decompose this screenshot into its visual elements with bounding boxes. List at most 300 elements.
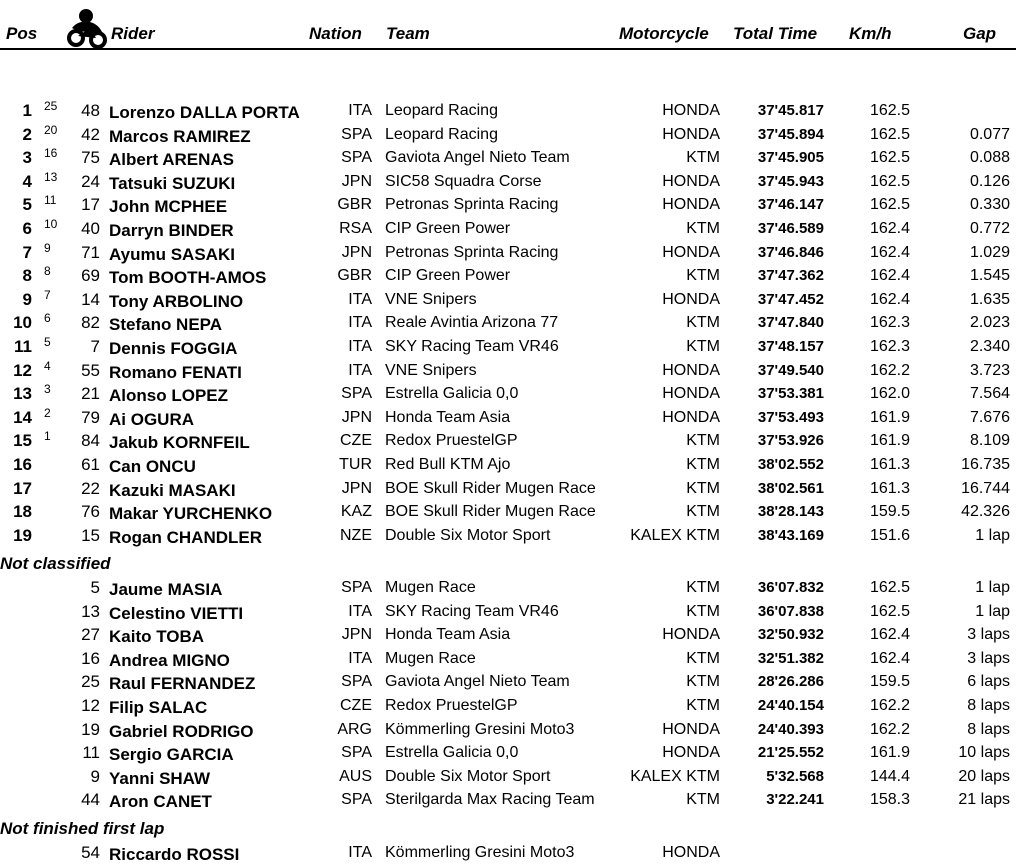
rider-number: 12 bbox=[81, 696, 100, 715]
time-gap: 1 lap bbox=[975, 579, 1010, 596]
total-time: 38'28.143 bbox=[757, 503, 824, 521]
rider-nation: SPA bbox=[341, 744, 372, 762]
rider-team: Reale Avintia Arizona 77 bbox=[385, 314, 559, 332]
time-gap: 0.088 bbox=[969, 149, 1010, 167]
rider-team: Petronas Sprinta Racing bbox=[385, 196, 559, 214]
table-row bbox=[0, 670, 1019, 693]
total-time: 24'40.154 bbox=[757, 697, 824, 714]
rider-team: Kömmerling Gresini Moto3 bbox=[385, 720, 575, 738]
rider-nation: SPA bbox=[341, 385, 372, 403]
result-position: 9 bbox=[22, 289, 32, 309]
total-time: 37'46.589 bbox=[757, 220, 824, 237]
rider-number: 71 bbox=[81, 242, 100, 262]
rider-name: Dennis FOGGIA bbox=[109, 339, 238, 358]
rider-name: Stefano NEPA bbox=[109, 315, 223, 335]
rider-name: Jakub KORNFEIL bbox=[109, 433, 250, 453]
time-gap: 0.126 bbox=[969, 172, 1010, 190]
table-row bbox=[0, 241, 1019, 264]
section-label: Not classified bbox=[0, 554, 111, 573]
total-time: 37'45.894 bbox=[757, 125, 824, 143]
time-gap: 0.330 bbox=[969, 196, 1010, 214]
rider-number: 82 bbox=[81, 313, 100, 333]
rider-motorcycle: KTM bbox=[686, 503, 720, 521]
rider-name: Andrea MIGNO bbox=[109, 650, 230, 670]
average-speed: 162.5 bbox=[869, 602, 910, 620]
table-row bbox=[0, 146, 1019, 169]
time-gap: 0.077 bbox=[969, 125, 1010, 143]
rider-nation: SPA bbox=[341, 579, 372, 596]
average-speed: 162.5 bbox=[869, 102, 910, 119]
rider-name: Tom BOOTH-AMOS bbox=[109, 268, 267, 288]
rider-team: Gaviota Angel Nieto Team bbox=[385, 149, 570, 167]
rider-name: Romano FENATI bbox=[109, 362, 242, 382]
rider-nation: ITA bbox=[348, 649, 372, 667]
result-position: 11 bbox=[14, 337, 32, 356]
rider-name: Sergio GARCIA bbox=[109, 745, 234, 765]
result-points: 4 bbox=[44, 358, 51, 373]
result-position: 8 bbox=[22, 266, 32, 286]
rider-number: 13 bbox=[81, 601, 100, 621]
header-rider: Rider bbox=[111, 24, 155, 43]
rider-nation: ITA bbox=[348, 602, 372, 620]
rider-number: 79 bbox=[81, 407, 100, 427]
rider-motorcycle: KTM bbox=[686, 579, 720, 596]
header-motorcycle: Motorcycle bbox=[619, 24, 709, 43]
rider-name: Celestino VIETTI bbox=[109, 603, 244, 623]
rider-name: Ai OGURA bbox=[109, 409, 194, 429]
rider-number: 14 bbox=[81, 289, 100, 309]
time-gap: 1.029 bbox=[969, 243, 1010, 261]
time-gap: 16.744 bbox=[961, 479, 1010, 497]
rider-nation: SPA bbox=[341, 791, 372, 809]
table-row bbox=[0, 429, 1019, 452]
rider-team: Honda Team Asia bbox=[385, 626, 511, 644]
rider-motorcycle: HONDA bbox=[662, 720, 720, 738]
header-nation: Nation bbox=[309, 24, 362, 43]
average-speed: 162.4 bbox=[869, 649, 910, 667]
result-position: 1 bbox=[22, 101, 32, 120]
rider-nation: ITA bbox=[348, 314, 372, 332]
rider-nation: ITA bbox=[348, 361, 372, 379]
result-position: 7 bbox=[22, 242, 32, 262]
table-row bbox=[0, 193, 1019, 216]
average-speed: 159.5 bbox=[869, 673, 910, 691]
table-row bbox=[0, 500, 1019, 523]
average-speed: 162.2 bbox=[869, 361, 910, 379]
time-gap: 2.340 bbox=[969, 338, 1010, 355]
result-position: 3 bbox=[22, 148, 32, 168]
rider-motorcycle: HONDA bbox=[662, 408, 720, 426]
rider-number: 9 bbox=[90, 766, 100, 786]
table-row bbox=[0, 524, 1019, 547]
rider-nation: SPA bbox=[341, 673, 372, 691]
average-speed: 162.4 bbox=[869, 267, 910, 285]
average-speed: 162.3 bbox=[869, 314, 910, 332]
average-speed: 161.3 bbox=[869, 479, 910, 497]
total-time: 37'45.817 bbox=[757, 102, 824, 119]
average-speed: 162.0 bbox=[869, 385, 910, 403]
rider-motorcycle: KTM bbox=[686, 338, 720, 355]
rider-team: Leopard Racing bbox=[385, 125, 498, 143]
time-gap: 7.676 bbox=[969, 408, 1010, 426]
time-gap: 3 laps bbox=[967, 649, 1010, 667]
average-speed: 162.5 bbox=[869, 579, 910, 596]
rider-team: Gaviota Angel Nieto Team bbox=[385, 673, 570, 691]
table-header bbox=[0, 0, 1019, 50]
table-row bbox=[0, 718, 1019, 741]
header-gap: Gap bbox=[963, 24, 997, 43]
time-gap: 7.564 bbox=[969, 385, 1010, 403]
time-gap: 21 laps bbox=[958, 791, 1010, 809]
table-row bbox=[0, 123, 1019, 146]
rider-team: Kömmerling Gresini Moto3 bbox=[385, 844, 575, 861]
total-time: 3'22.241 bbox=[766, 791, 824, 809]
rider-name: Tony ARBOLINO bbox=[109, 291, 244, 311]
average-speed: 162.4 bbox=[869, 626, 910, 644]
rider-motorcycle: HONDA bbox=[662, 243, 720, 261]
time-gap: 1.635 bbox=[969, 290, 1010, 308]
result-points: 5 bbox=[44, 335, 51, 349]
result-points: 10 bbox=[44, 217, 58, 231]
average-speed: 144.4 bbox=[869, 767, 910, 785]
rider-motorcycle: KTM bbox=[686, 697, 720, 714]
rider-name: Ayumu SASAKI bbox=[109, 244, 235, 264]
time-gap: 8 laps bbox=[967, 697, 1010, 714]
rider-number: 40 bbox=[81, 219, 100, 238]
table-row bbox=[0, 264, 1019, 287]
rider-nation: RSA bbox=[339, 220, 372, 237]
rider-number: 75 bbox=[81, 148, 100, 168]
rider-team: SKY Racing Team VR46 bbox=[385, 602, 559, 620]
rider-motorcycle: HONDA bbox=[662, 172, 720, 190]
result-position: 14 bbox=[13, 407, 32, 427]
time-gap: 20 laps bbox=[958, 767, 1010, 785]
rider-name: Gabriel RODRIGO bbox=[109, 721, 254, 741]
total-time: 37'46.846 bbox=[757, 243, 824, 261]
table-row bbox=[0, 453, 1019, 476]
rider-team: SKY Racing Team VR46 bbox=[385, 338, 559, 355]
rider-nation: GBR bbox=[337, 267, 372, 285]
rider-number: 69 bbox=[81, 266, 100, 286]
rider-name: Kaito TOBA bbox=[109, 627, 205, 647]
result-position: 4 bbox=[22, 171, 32, 191]
rider-team: Redox PruestelGP bbox=[385, 697, 518, 714]
rider-name: Can ONCU bbox=[109, 457, 196, 476]
result-points: 1 bbox=[44, 429, 51, 444]
rider-team: Red Bull KTM Ajo bbox=[385, 456, 511, 473]
rider-number: 27 bbox=[81, 625, 100, 645]
rider-number: 16 bbox=[81, 648, 100, 668]
time-gap: 1 lap bbox=[975, 602, 1010, 620]
rider-number: 5 bbox=[90, 578, 100, 597]
rider-number: 76 bbox=[81, 502, 100, 522]
result-position: 19 bbox=[13, 525, 32, 545]
rider-number: 17 bbox=[81, 195, 100, 215]
total-time: 37'45.905 bbox=[757, 149, 824, 167]
rider-motorcycle: HONDA bbox=[662, 361, 720, 379]
rider-nation: TUR bbox=[339, 456, 372, 473]
rider-team: Sterilgarda Max Racing Team bbox=[385, 791, 595, 809]
table-row bbox=[0, 288, 1019, 311]
rider-nation: JPN bbox=[341, 479, 372, 497]
rider-motorcycle: HONDA bbox=[662, 626, 720, 644]
average-speed: 161.9 bbox=[869, 408, 910, 426]
time-gap: 6 laps bbox=[967, 673, 1010, 691]
rider-motorcycle: KALEX KTM bbox=[630, 526, 720, 544]
result-points: 2 bbox=[44, 405, 51, 420]
total-time: 37'47.840 bbox=[757, 314, 824, 332]
rider-number: 84 bbox=[81, 431, 100, 451]
rider-motorcycle: KTM bbox=[686, 791, 720, 809]
rider-nation: ITA bbox=[348, 844, 372, 861]
rider-nation: SPA bbox=[341, 125, 372, 143]
result-points: 7 bbox=[44, 287, 51, 302]
rider-number: 25 bbox=[81, 672, 100, 692]
header-kmh: Km/h bbox=[849, 24, 892, 43]
time-gap: 0.772 bbox=[969, 220, 1010, 237]
rider-name: Kazuki MASAKI bbox=[109, 480, 236, 500]
rider-name: Raul FERNANDEZ bbox=[109, 674, 256, 694]
time-gap: 16.735 bbox=[961, 456, 1010, 473]
total-time: 37'53.493 bbox=[757, 408, 824, 426]
rider-team: Redox PruestelGP bbox=[385, 432, 518, 450]
result-points: 25 bbox=[44, 99, 58, 113]
table-row bbox=[0, 600, 1019, 623]
rider-motorcycle: HONDA bbox=[662, 844, 720, 861]
table-row bbox=[0, 647, 1019, 670]
rider-motorcycle: HONDA bbox=[662, 385, 720, 403]
average-speed: 161.3 bbox=[869, 456, 910, 473]
result-position: 17 bbox=[13, 478, 32, 498]
table-row bbox=[0, 788, 1019, 811]
rider-name: Aron CANET bbox=[109, 792, 212, 812]
rider-nation: ITA bbox=[348, 338, 372, 355]
result-points: 11 bbox=[44, 193, 57, 208]
result-points: 20 bbox=[44, 122, 58, 137]
average-speed: 162.2 bbox=[869, 720, 910, 738]
rider-nation: JPN bbox=[341, 172, 372, 190]
rider-motorcycle: HONDA bbox=[662, 102, 720, 119]
rider-motorcycle: KALEX KTM bbox=[630, 767, 720, 785]
total-time: 37'47.452 bbox=[757, 290, 824, 308]
average-speed: 162.4 bbox=[869, 290, 910, 308]
rider-nation: ITA bbox=[348, 290, 372, 308]
rider-team: VNE Snipers bbox=[385, 361, 477, 379]
table-row bbox=[0, 841, 1019, 864]
rider-motorcycle: KTM bbox=[686, 649, 720, 667]
average-speed: 158.3 bbox=[869, 791, 910, 809]
average-speed: 162.5 bbox=[869, 172, 910, 190]
table-row bbox=[0, 406, 1019, 429]
average-speed: 162.5 bbox=[869, 149, 910, 167]
rider-number: 21 bbox=[81, 384, 100, 404]
table-row bbox=[0, 359, 1019, 382]
rider-team: Honda Team Asia bbox=[385, 408, 511, 426]
header-divider bbox=[0, 48, 1016, 50]
rider-name: Marcos RAMIREZ bbox=[109, 126, 251, 146]
total-time: 36'07.838 bbox=[757, 602, 824, 620]
total-time: 32'50.932 bbox=[757, 626, 824, 644]
table-row bbox=[0, 576, 1019, 599]
table-row bbox=[0, 741, 1019, 764]
average-speed: 162.4 bbox=[869, 243, 910, 261]
rider-motorcycle: KTM bbox=[686, 456, 720, 473]
rider-name: Darryn BINDER bbox=[109, 221, 234, 240]
rider-number: 48 bbox=[81, 101, 100, 120]
rider-team: SIC58 Squadra Corse bbox=[385, 172, 542, 190]
result-points: 13 bbox=[44, 169, 58, 184]
rider-nation: ARG bbox=[337, 720, 372, 738]
rider-number: 44 bbox=[81, 790, 100, 810]
rider-name: Riccardo ROSSI bbox=[109, 845, 240, 864]
rider-nation: KAZ bbox=[340, 503, 372, 521]
rider-team: Mugen Race bbox=[385, 649, 476, 667]
total-time: 24'40.393 bbox=[757, 720, 824, 738]
table-row bbox=[0, 311, 1019, 334]
rider-number: 54 bbox=[81, 843, 100, 862]
rider-name: Rogan CHANDLER bbox=[109, 527, 262, 547]
motorcycle-rider-icon bbox=[64, 6, 108, 50]
rider-motorcycle: HONDA bbox=[662, 290, 720, 308]
rider-name: Tatsuki SUZUKI bbox=[109, 173, 236, 193]
table-row bbox=[0, 382, 1019, 405]
rider-team: Estrella Galicia 0,0 bbox=[385, 744, 519, 762]
result-position: 15 bbox=[13, 431, 32, 451]
rider-team: CIP Green Power bbox=[385, 220, 511, 237]
table-row bbox=[0, 217, 1019, 240]
time-gap: 1 lap bbox=[975, 526, 1010, 544]
table-row bbox=[0, 765, 1019, 788]
rider-nation: GBR bbox=[337, 196, 372, 214]
rider-number: 15 bbox=[81, 525, 100, 545]
total-time: 37'53.381 bbox=[757, 385, 824, 403]
rider-motorcycle: KTM bbox=[686, 267, 720, 285]
total-time: 38'02.552 bbox=[757, 456, 824, 473]
header-pos: Pos bbox=[6, 24, 38, 43]
header-total-time: Total Time bbox=[733, 24, 818, 43]
result-points: 16 bbox=[44, 146, 58, 161]
rider-nation: AUS bbox=[339, 767, 372, 785]
result-points: 8 bbox=[44, 264, 51, 279]
result-position: 5 bbox=[22, 195, 32, 215]
result-position: 6 bbox=[22, 219, 32, 238]
result-position: 2 bbox=[22, 124, 32, 144]
rider-team: BOE Skull Rider Mugen Race bbox=[385, 479, 596, 497]
rider-team: Estrella Galicia 0,0 bbox=[385, 385, 519, 403]
average-speed: 151.6 bbox=[869, 526, 910, 544]
rider-name: Albert ARENAS bbox=[109, 150, 234, 170]
section-label: Not finished first lap bbox=[0, 819, 165, 838]
time-gap: 2.023 bbox=[969, 314, 1010, 332]
rider-team: CIP Green Power bbox=[385, 267, 511, 285]
rider-number: 22 bbox=[81, 478, 100, 498]
rider-team: Mugen Race bbox=[385, 579, 476, 596]
average-speed: 161.9 bbox=[869, 744, 910, 762]
total-time: 38'43.169 bbox=[757, 526, 824, 544]
average-speed: 159.5 bbox=[869, 503, 910, 521]
rider-nation: CZE bbox=[340, 697, 372, 714]
time-gap: 8 laps bbox=[967, 720, 1010, 738]
rider-nation: SPA bbox=[341, 149, 372, 167]
rider-name: Alonso LOPEZ bbox=[109, 386, 228, 406]
rider-motorcycle: KTM bbox=[686, 314, 720, 332]
table-row bbox=[0, 170, 1019, 193]
total-time: 37'48.157 bbox=[757, 338, 824, 355]
average-speed: 162.5 bbox=[869, 196, 910, 214]
rider-nation: ITA bbox=[348, 102, 372, 119]
rider-nation: NZE bbox=[340, 526, 372, 544]
rider-team: VNE Snipers bbox=[385, 290, 477, 308]
rider-motorcycle: KTM bbox=[686, 673, 720, 691]
rider-nation: JPN bbox=[341, 243, 372, 261]
rider-motorcycle: HONDA bbox=[662, 196, 720, 214]
total-time: 5'32.568 bbox=[766, 767, 824, 785]
table-row bbox=[0, 335, 1019, 358]
rider-number: 11 bbox=[82, 743, 100, 763]
rider-motorcycle: KTM bbox=[686, 432, 720, 450]
average-speed: 162.2 bbox=[869, 697, 910, 714]
total-time: 37'46.147 bbox=[757, 196, 824, 214]
result-position: 13 bbox=[13, 384, 32, 404]
rider-team: Leopard Racing bbox=[385, 102, 498, 119]
rider-nation: JPN bbox=[341, 408, 372, 426]
total-time: 28'26.286 bbox=[757, 673, 824, 691]
result-position: 12 bbox=[13, 360, 32, 380]
time-gap: 8.109 bbox=[969, 432, 1010, 450]
rider-motorcycle: KTM bbox=[686, 479, 720, 497]
header-team: Team bbox=[386, 24, 430, 43]
rider-nation: JPN bbox=[341, 626, 372, 644]
total-time: 37'53.926 bbox=[757, 432, 824, 450]
rider-name: Jaume MASIA bbox=[109, 580, 223, 599]
table-row bbox=[0, 623, 1019, 646]
rider-motorcycle: KTM bbox=[686, 149, 720, 167]
result-position: 18 bbox=[13, 502, 32, 522]
rider-motorcycle: HONDA bbox=[662, 125, 720, 143]
rider-team: Petronas Sprinta Racing bbox=[385, 243, 559, 261]
time-gap: 3.723 bbox=[969, 361, 1010, 379]
rider-team: Double Six Motor Sport bbox=[385, 767, 551, 785]
result-points: 3 bbox=[44, 382, 51, 397]
total-time: 37'45.943 bbox=[757, 172, 824, 190]
table-row bbox=[0, 99, 1019, 122]
rider-name: Makar YURCHENKO bbox=[109, 504, 273, 524]
result-points: 6 bbox=[44, 311, 51, 326]
rider-number: 55 bbox=[81, 360, 100, 380]
total-time: 36'07.832 bbox=[757, 579, 824, 596]
time-gap: 10 laps bbox=[958, 744, 1010, 762]
result-points: 9 bbox=[44, 240, 51, 255]
rider-nation: CZE bbox=[340, 432, 372, 450]
time-gap: 3 laps bbox=[967, 626, 1010, 644]
total-time: 37'49.540 bbox=[757, 361, 824, 379]
rider-number: 61 bbox=[81, 455, 100, 474]
rider-number: 24 bbox=[81, 171, 100, 191]
rider-name: John MCPHEE bbox=[109, 197, 228, 217]
average-speed: 161.9 bbox=[869, 432, 910, 450]
rider-motorcycle: KTM bbox=[686, 220, 720, 237]
rider-name: Yanni SHAW bbox=[109, 768, 211, 788]
table-row bbox=[0, 694, 1019, 717]
average-speed: 162.5 bbox=[869, 125, 910, 143]
average-speed: 162.4 bbox=[869, 220, 910, 237]
rider-team: Double Six Motor Sport bbox=[385, 526, 551, 544]
result-position: 16 bbox=[13, 455, 32, 474]
result-position: 10 bbox=[13, 313, 32, 333]
time-gap: 1.545 bbox=[969, 267, 1010, 285]
total-time: 21'25.552 bbox=[757, 744, 824, 762]
rider-number: 19 bbox=[81, 719, 100, 739]
